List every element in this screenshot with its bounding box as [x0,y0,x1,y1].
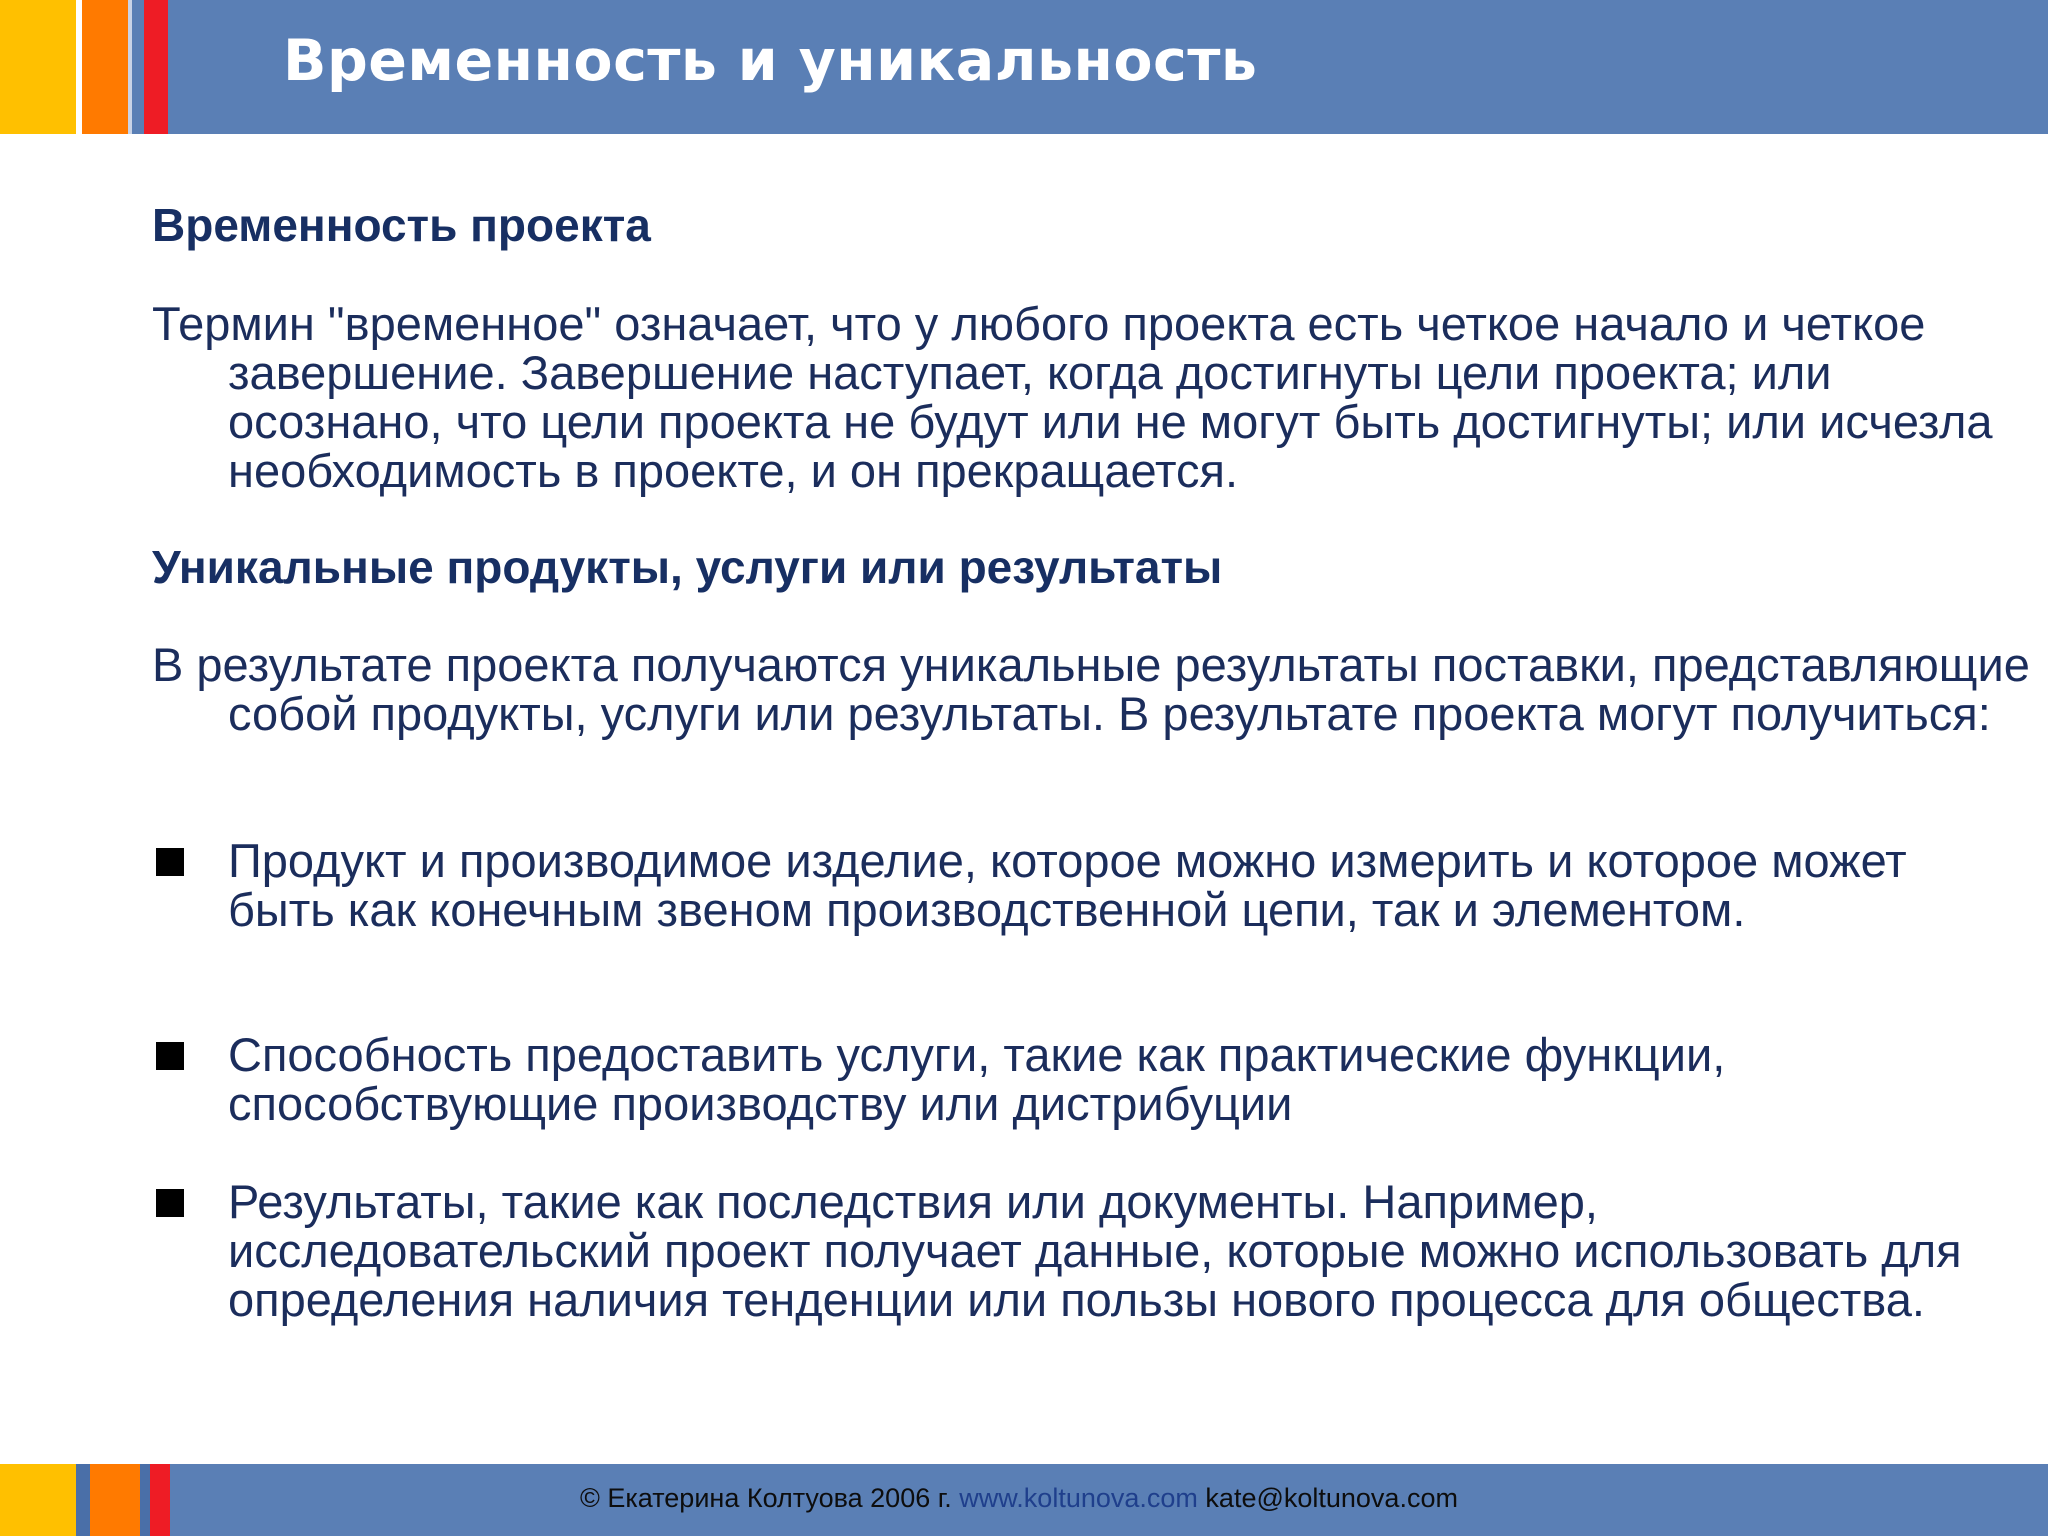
decor-stripe-red [150,1464,170,1536]
decor-stripe-yellow [0,1464,76,1536]
list-item [152,1030,1972,1128]
square-bullet-icon [156,1042,184,1070]
slide-title: Временность и уникальность [283,28,1258,94]
decor-stripe-blue [76,1464,90,1536]
section-text-uniqueness: В результате проекта получаются уникальные результаты поставки, представляющие собой продукты, услуги или результаты. В результате проекта могут получиться: [152,638,2030,740]
decor-stripe-orange [90,1464,140,1536]
decor-stripe-blue [140,1464,150,1536]
footer-website-link[interactable]: www.koltunova.com [959,1483,1198,1513]
decor-stripe-red [144,0,168,134]
section-heading-uniqueness: Уникальные продукты, услуги или результаты [152,541,1223,593]
list-item-text: Способность предоставить услуги, такие как практические функции, способствующие производству или дистрибуции [228,1028,1726,1130]
header-band [0,0,2048,134]
section-text-temporality: Термин "временное" означает, что у любого проекта есть четкое начало и четкое завершение. Завершение наступает, когда достигнуты цели проекта; или осознано, что цели проекта не будут или не могут быть достигнуты; или исчезла необходимость в проекте, и он прекращается. [152,297,1993,497]
footer-copyright: © Екатерина Колтуова 2006 г. [580,1483,952,1513]
section-heading-temporality: Временность проекта [152,199,651,251]
list-item-text: Продукт и производимое изделие, которое можно измерить и которое может быть как конечным звеном производственной цепи, так и элементом. [228,834,1907,936]
decor-stripe-orange [82,0,128,134]
list-item [152,836,1972,934]
list-item [152,1177,1972,1324]
list-item-text: Результаты, такие как последствия или документы. Например, исследовательский проект получает данные, которые можно использовать для определения наличия тенденции или пользы нового процесса для общества. [228,1175,1962,1326]
footer-email[interactable]: kate@koltunova.com [1205,1483,1458,1513]
decor-stripe-yellow [0,0,76,134]
decor-stripe-blue [132,0,144,134]
square-bullet-icon [156,1189,184,1217]
square-bullet-icon [156,848,184,876]
